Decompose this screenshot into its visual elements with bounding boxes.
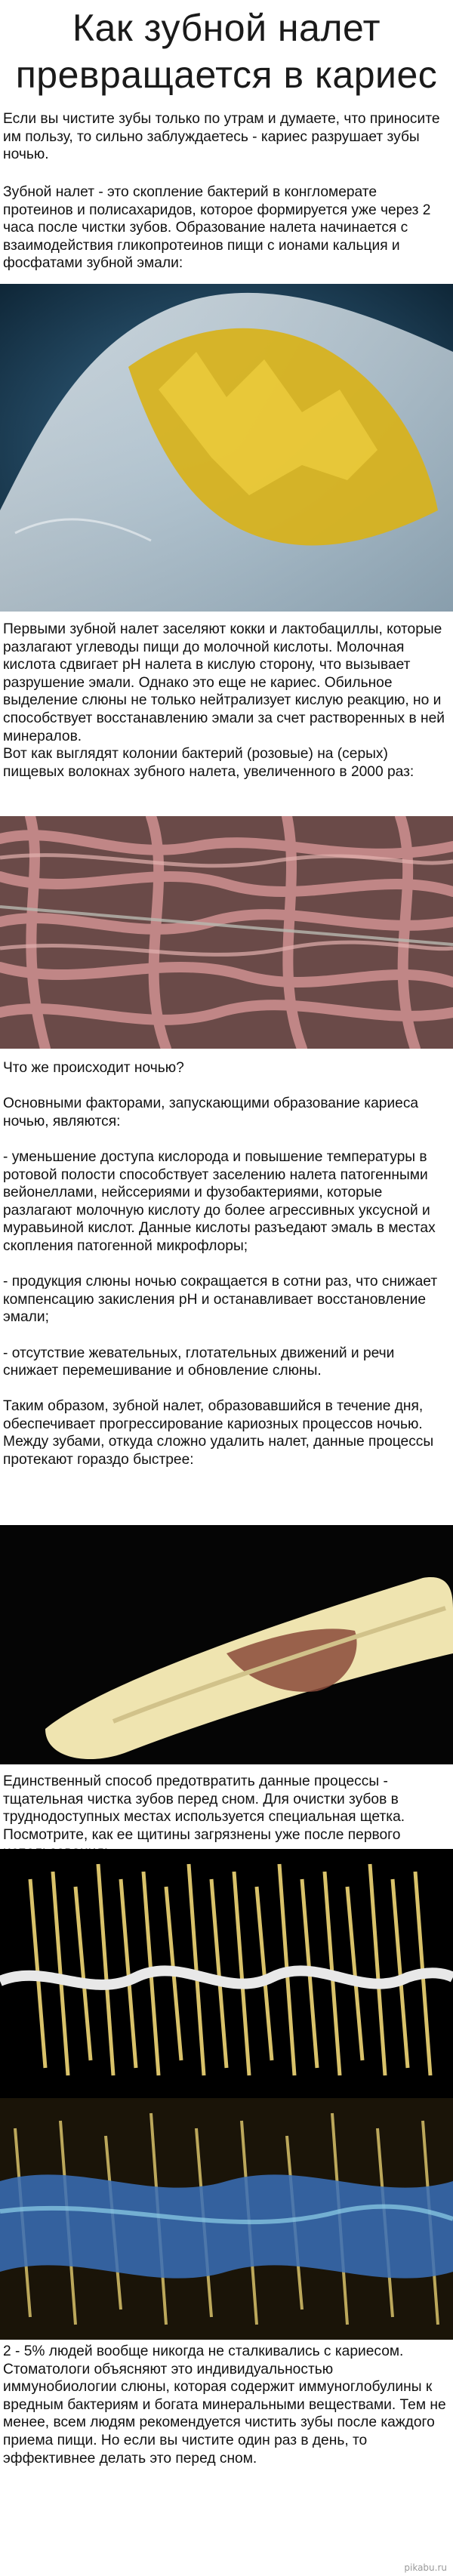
- brush-clean-image: [0, 1849, 453, 2098]
- bacteria-paragraph: Первыми зубной налет заселяют кокки и лактобациллы, которые разлагают углеводы пищи до молочной кислоты. Молочная кислота сдвигает pH налета в кислую сторону, что вызывает разрушение эмали. Однако это еще не кариес. Обильное выделение слюны не только нейтрализует кислую реакцию, но и способствует восстанавлению эмали за счет растворенных в ней минералов. Вот как выглядят колонии бактерий (розовые) на (серых) пищевых волокнах зубного налета, увеличенного в 2000 раз:: [3, 621, 445, 780]
- brushing-paragraph: Единственный способ предотвратить данные процессы - тщательная чистка зубов перед сном. Для очистки зубов в труднодоступных местах используется специальная щетка. Посмотрите, как ее щитины загрязнены уже после первого: [3, 1773, 405, 1843]
- enamel-plaque-image: [0, 284, 453, 612]
- intro-paragraph: Если вы чистите зубы только по утрам и думаете, что приносите им пользу, то сильно заблуждаетесь - кариес разрушает зубы ночью.: [3, 111, 440, 163]
- tooth-caries-image: [0, 1525, 453, 1764]
- plaque-definition-paragraph: Зубной налет - это скопление бактерий в конгломерате протеинов и полисахаридов, которое формируется уже через 2 часа после чистки зубов. Образование налета начинается с взаимодействия гликопротеинов пищи с ионами кальция и фосфатами зубной эмали:: [3, 184, 431, 272]
- night-processes-paragraph: Что же происходит ночью? Основными факторами, запускающими образование кариеса ночью, являются: - уменьшение доступа кислорода и повышение температуры в ротовой полости способствует заселению налета патогенными вейонеллами, нейссериями и фузобактериями, которые разлагают молочную кислоту до более агрессивных уксусной и муравьиной кислот. Данные кислоты разъедают эмаль в местах скопления патогенной микрофлоры; - продукция слюны ночью сокращается в сотни раз, что снижает компенсацию закисления pH и останавливает восстановление эмали; - отсутствие жевательных, глотательных движений и речи снижает перемешивание и обновление слюны. Таким образом, зубной налет, образовавшийся в течение дня, обеспечивает прогрессирование кариозных процессов ночью. Между зубами, откуда сложно удалить налет, данные процессы протекают гораздо быстрее:: [3, 1060, 438, 1468]
- page-title: Как зубной налет превращается в кариес: [15, 7, 438, 96]
- bacteria-colonies-image: [0, 816, 453, 1049]
- conclusion-paragraph: 2 - 5% людей вообще никогда не сталкивались с кариесом. Стоматологи объясняют это индивидуальностью иммунобиологии слюны, которая содержит иммуноглобулины к вредным бактериям и богата минеральными веществами. Тем не менее, всем людям рекомендуется чистить зубы после каждого приема пищи. Но если вы чистите один раз в день, то эффективнее делать это перед сном.: [3, 2343, 446, 2467]
- site-watermark: pikabu.ru: [404, 2562, 447, 2573]
- brush-dirty-image: [0, 2098, 453, 2340]
